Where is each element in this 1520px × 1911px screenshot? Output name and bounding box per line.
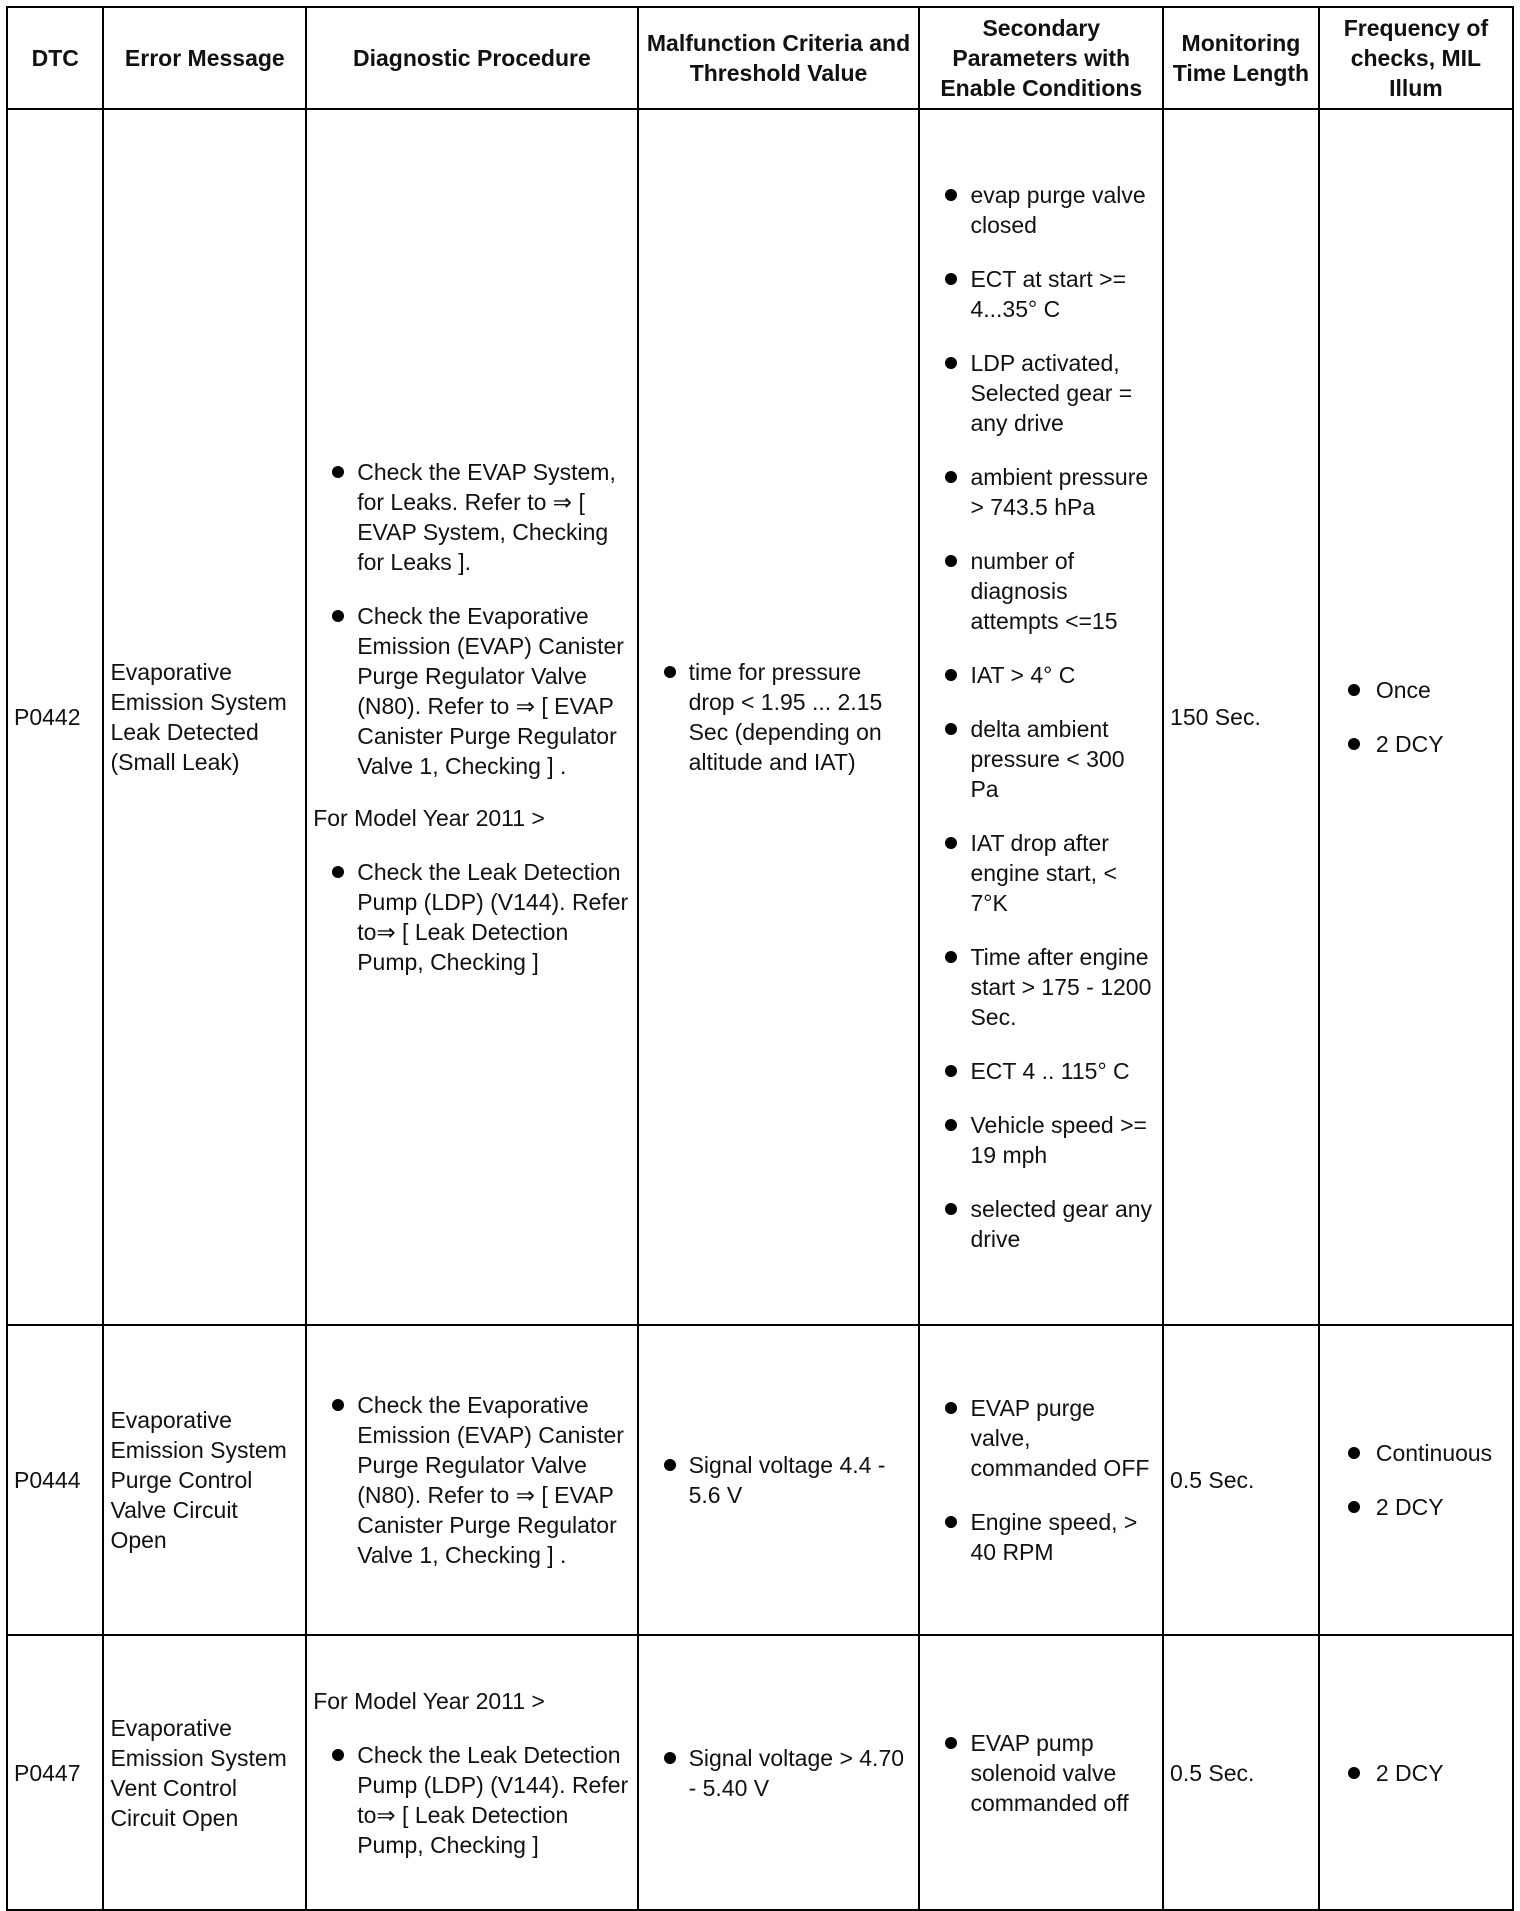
secondary-parameters — [919, 109, 1163, 1325]
frequency-list — [1326, 675, 1506, 759]
procedure-note: For Model Year 2011 > — [313, 1687, 545, 1714]
procedure-item: Check the Leak Detection Pump (LDP) (V144). Refer to⇒ [ Leak Detection Pump, Checking ] — [313, 1740, 630, 1860]
criteria-list — [645, 657, 913, 777]
frequency — [1319, 1635, 1513, 1910]
secondary-item: EVAP pump solenoid valve commanded off — [926, 1728, 1156, 1818]
header-secondary-parameters: Secondary Parameters with Enable Conditions — [919, 7, 1163, 109]
secondary-item: ECT at start >= 4...35° C — [926, 264, 1156, 324]
secondary-item: delta ambient pressure < 300 Pa — [926, 714, 1156, 804]
criteria-item: Signal voltage > 4.70 - 5.40 V — [645, 1743, 913, 1803]
frequency — [1319, 109, 1513, 1325]
frequency-item: 2 DCY — [1326, 729, 1506, 759]
error-message: Evaporative Emission System Purge Control Valve Circuit Open — [103, 1325, 306, 1635]
frequency-item: Once — [1326, 675, 1506, 705]
monitoring-time: 0.5 Sec. — [1163, 1635, 1319, 1910]
diagnostic-procedure — [306, 109, 637, 1325]
table-row — [7, 1635, 1513, 1910]
procedure-list — [313, 1390, 630, 1570]
error-message: Evaporative Emission System Leak Detected (Small Leak) — [103, 109, 306, 1325]
criteria-item: time for pressure drop < 1.95 ... 2.15 Sec (depending on altitude and IAT) — [645, 657, 913, 777]
secondary-list — [926, 1393, 1156, 1567]
frequency — [1319, 1325, 1513, 1635]
header-diagnostic-procedure: Diagnostic Procedure — [306, 7, 637, 109]
secondary-item: number of diagnosis attempts <=15 — [926, 546, 1156, 636]
secondary-parameters — [919, 1325, 1163, 1635]
monitoring-time: 150 Sec. — [1163, 109, 1319, 1325]
header-error-message: Error Message — [103, 7, 306, 109]
criteria-list — [645, 1450, 913, 1510]
secondary-item: ECT 4 .. 115° C — [926, 1056, 1156, 1086]
secondary-item: LDP activated, Selected gear = any drive — [926, 348, 1156, 438]
error-message: Evaporative Emission System Vent Control Circuit Open — [103, 1635, 306, 1910]
frequency-item: 2 DCY — [1326, 1758, 1506, 1788]
procedure-item: Check the Leak Detection Pump (LDP) (V144). Refer to⇒ [ Leak Detection Pump, Checking ] — [313, 857, 630, 977]
header-row — [7, 7, 1513, 109]
header-frequency: Frequency of checks, MIL Illum — [1319, 7, 1513, 109]
frequency-list — [1326, 1758, 1506, 1788]
dtc-code: P0447 — [7, 1635, 103, 1910]
frequency-item: Continuous — [1326, 1438, 1506, 1468]
secondary-item: Vehicle speed >= 19 mph — [926, 1110, 1156, 1170]
procedure-list — [313, 1740, 630, 1860]
procedure-item: Check the Evaporative Emission (EVAP) Canister Purge Regulator Valve (N80). Refer to ⇒ [ EVAP Canister Purge Regulator Valve 1, Checking ] . — [313, 601, 630, 781]
secondary-item: EVAP purge valve, commanded OFF — [926, 1393, 1156, 1483]
secondary-item: IAT drop after engine start, < 7°K — [926, 828, 1156, 918]
secondary-item: evap purge valve closed — [926, 180, 1156, 240]
secondary-item: IAT > 4° C — [926, 660, 1156, 690]
procedure-list — [313, 457, 630, 781]
secondary-item: Time after engine start > 175 - 1200 Sec. — [926, 942, 1156, 1032]
table-row — [7, 1325, 1513, 1635]
frequency-item: 2 DCY — [1326, 1492, 1506, 1522]
criteria-item: Signal voltage 4.4 - 5.6 V — [645, 1450, 913, 1510]
secondary-item: Engine speed, > 40 RPM — [926, 1507, 1156, 1567]
table-row — [7, 109, 1513, 1325]
diagnostic-procedure — [306, 1325, 637, 1635]
criteria-list — [645, 1743, 913, 1803]
procedure-list — [313, 857, 630, 977]
procedure-item: Check the EVAP System, for Leaks. Refer to ⇒ [ EVAP System, Checking for Leaks ]. — [313, 457, 630, 577]
diagnostic-procedure — [306, 1635, 637, 1910]
dtc-code: P0442 — [7, 109, 103, 1325]
secondary-parameters — [919, 1635, 1163, 1910]
header-dtc: DTC — [7, 7, 103, 109]
malfunction-criteria — [638, 109, 920, 1325]
procedure-item: Check the Evaporative Emission (EVAP) Canister Purge Regulator Valve (N80). Refer to ⇒ [ EVAP Canister Purge Regulator Valve 1, Checking ] . — [313, 1390, 630, 1570]
secondary-list — [926, 1728, 1156, 1818]
frequency-list — [1326, 1438, 1506, 1522]
dtc-code: P0444 — [7, 1325, 103, 1635]
secondary-list — [926, 180, 1156, 1254]
secondary-item: selected gear any drive — [926, 1194, 1156, 1254]
header-monitoring-time: Monitoring Time Length — [1163, 7, 1319, 109]
monitoring-time: 0.5 Sec. — [1163, 1325, 1319, 1635]
secondary-item: ambient pressure > 743.5 hPa — [926, 462, 1156, 522]
malfunction-criteria — [638, 1635, 920, 1910]
malfunction-criteria — [638, 1325, 920, 1635]
header-malfunction-criteria: Malfunction Criteria and Threshold Value — [638, 7, 920, 109]
dtc-table — [6, 6, 1514, 1911]
procedure-note: For Model Year 2011 > — [313, 805, 545, 831]
